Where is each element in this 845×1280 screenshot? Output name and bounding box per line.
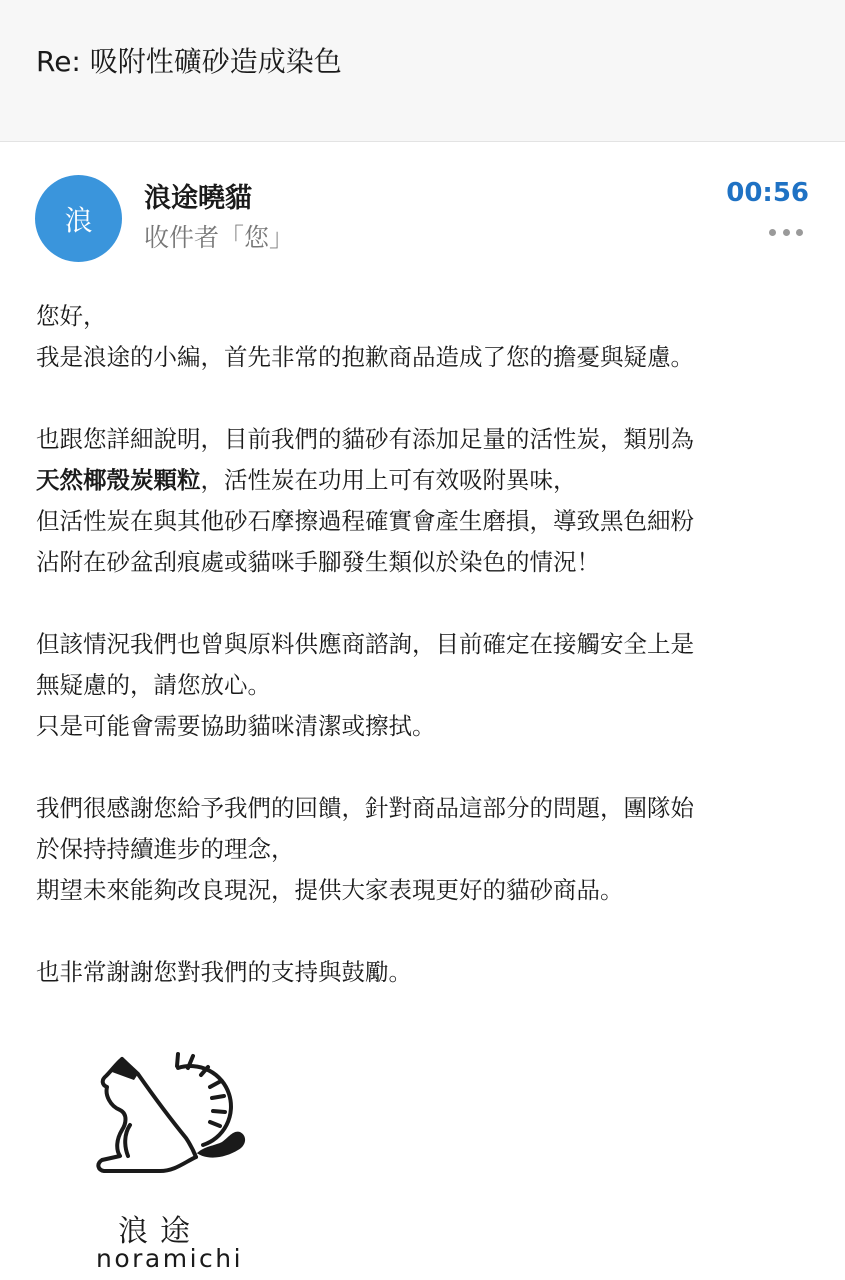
body-line (36, 460, 816, 501)
email-subject: Re: 吸附性礦砂造成染色 (36, 45, 342, 78)
body-line: 但該情況我們也曾與原料供應商諮詢，目前確定在接觸安全上是 (36, 630, 694, 658)
body-line: 無疑慮的，請您放心。 (36, 671, 271, 699)
body-line: 也跟您詳細說明，目前我們的貓砂有添加足量的活性炭，類別為 (36, 425, 694, 453)
body-line: 期望未來能夠改良現況，提供大家表現更好的貓砂商品。 (36, 876, 624, 904)
greeting: 您好， (36, 302, 107, 330)
bold-product-type: 天然椰殼炭顆粒 (36, 466, 201, 494)
body-line: 我是浪途的小編，首先非常的抱歉商品造成了您的擔憂與疑慮。 (36, 343, 694, 371)
body-text-span: ，活性炭在功用上可有效吸附異味， (200, 466, 577, 494)
body-line: 也非常謝謝您對我們的支持與鼓勵。 (36, 958, 412, 986)
body-line: 但活性炭在與其他砂石摩擦過程確實會產生磨損，導致黑色細粉 (36, 507, 694, 535)
more-options-icon[interactable] (769, 222, 803, 242)
message-time: 00:56 (726, 178, 809, 208)
body-line: 沾附在砂盆刮痕處或貓咪手腳發生類似於染色的情況！ (36, 548, 600, 576)
body-line: 於保持持續進步的理念， (36, 835, 295, 863)
sender-avatar[interactable]: 浪 (35, 175, 122, 262)
subject-bar (0, 0, 845, 142)
sender-name[interactable]: 浪途曉貓 (144, 183, 252, 214)
body-line: 我們很感謝您給予我們的回饋，針對商品這部分的問題，團隊始 (36, 794, 694, 822)
brand-name-english: noramichi (96, 1244, 244, 1273)
brand-name-chinese: 浪途 (118, 1214, 202, 1249)
body-line: 只是可能會需要協助貓咪清潔或擦拭。 (36, 712, 436, 740)
recipient-line[interactable]: 收件者「您」 (144, 223, 295, 252)
cat-sun-logo-icon (90, 1050, 260, 1200)
email-body (36, 296, 816, 993)
